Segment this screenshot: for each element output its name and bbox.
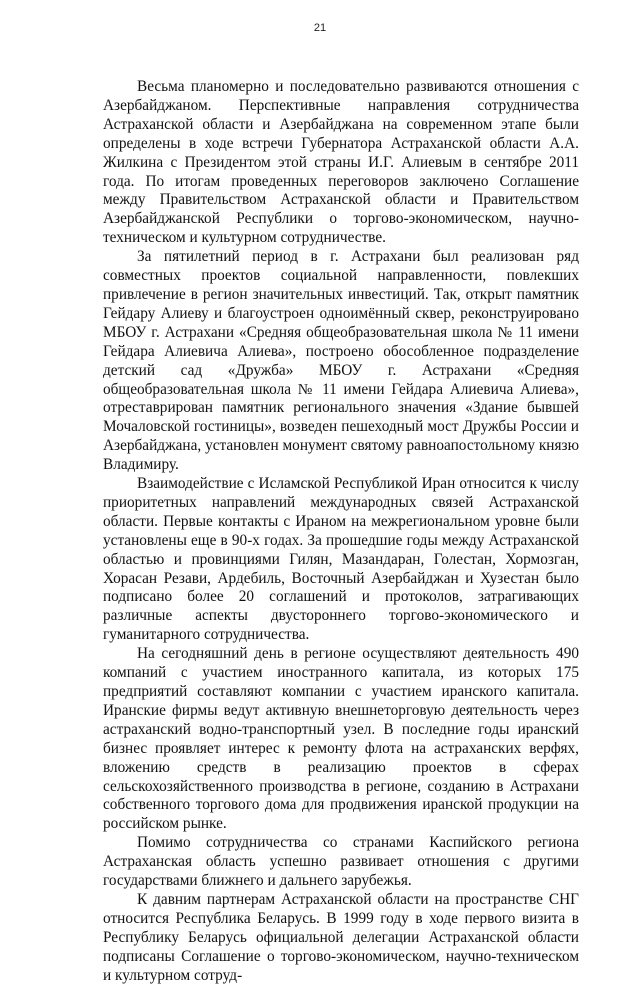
body-text	[103, 78, 579, 986]
paragraph-belarus: К давним партнерам Астраханской области на пространстве СНГ относится Республика Беларусь. В 1999 году в ходе первого визита в Республику Беларусь официальной делегации Астраханской области подписаны Соглашение о торгово-экономическом, научно-техническом и культурном сотруд-	[103, 890, 579, 984]
paragraph-iranian-companies: На сегодняшний день в регионе осуществляют деятельность 490 компаний с участием иностранного капитала, из которых 175 предприятий составляют компании с участием иранского капитала. Иранские фирмы ведут активную внешнеторговую деятельность через астраханский водно-транспортный узел. В последние годы иранский бизнес проявляет интерес к ремонту флота на астраханских верфях, вложению средств в реализацию проектов в сферах сельскохозяйственного производства в регионе, созданию в Астрахани собственного торгового дома для продвижения иранской продукции на российском рынке.	[103, 645, 579, 833]
page-number: 21	[313, 22, 327, 34]
paragraph-azerbaijan: Весьма планомерно и последовательно развиваются отношения с Азербайджаном. Перспективные направления сотрудничества Астраханской области и Азербайджана на современном этапе были определены в ходе встречи Губернатора Астраханской области А.А. Жилкина с Президентом этой страны И.Г. Алиевым в сентябре 2011 года. По итогам проведенных переговоров заключено Соглашение между Правительством Астраханской области и Правительством Азербайджанской Республики о торгово-экономическом, научно-техническом и культурном сотрудничестве.	[103, 78, 579, 247]
paragraph-iran: Взаимодействие с Исламской Республикой Иран относится к числу приоритетных направлений международных связей Астраханской области. Первые контакты с Ираном на межрегиональном уровне были установлены еще в 90-х годах. За прошедшие годы между Астраханской областью и провинциями Гилян, Мазандаран, Голестан, Хормозган, Хорасан Резави, Ардебиль, Восточный Азербайджан и Хузестан было подписано более 20 соглашений и протоколов, затрагивающих различные аспекты двустороннего торгово-экономического и гуманитарного сотрудничества.	[103, 475, 579, 644]
paragraph-joint-projects: За пятилетний период в г. Астрахани был реализован ряд совместных проектов социальной направленности, повлекших привлечение в регион значительных инвестиций. Так, открыт памятник Гейдару Алиеву и благоустроен одноимённый сквер, реконструировано МБОУ г. Астрахани «Средняя общеобразовательная школа № 11 имени Гейдара Алиевича Алиева», построено обособленное подразделение детский сад «Дружба» МБОУ г. Астрахани «Средняя общеобразовательная школа № 11 имени Гейдара Алиевича Алиева», отреставрирован памятник регионального значения «Здание бывшей Мочаловской гостиницы», возведен пешеходный мост Дружбы России и Азербайджана, установлен монумент святому равноапостольному князю Владимиру.	[103, 248, 579, 474]
paragraph-other-states: Помимо сотрудничества со странами Каспийского региона Астраханская область успешно развивает отношения с другими государствами ближнего и дальнего зарубежья.	[103, 834, 579, 890]
